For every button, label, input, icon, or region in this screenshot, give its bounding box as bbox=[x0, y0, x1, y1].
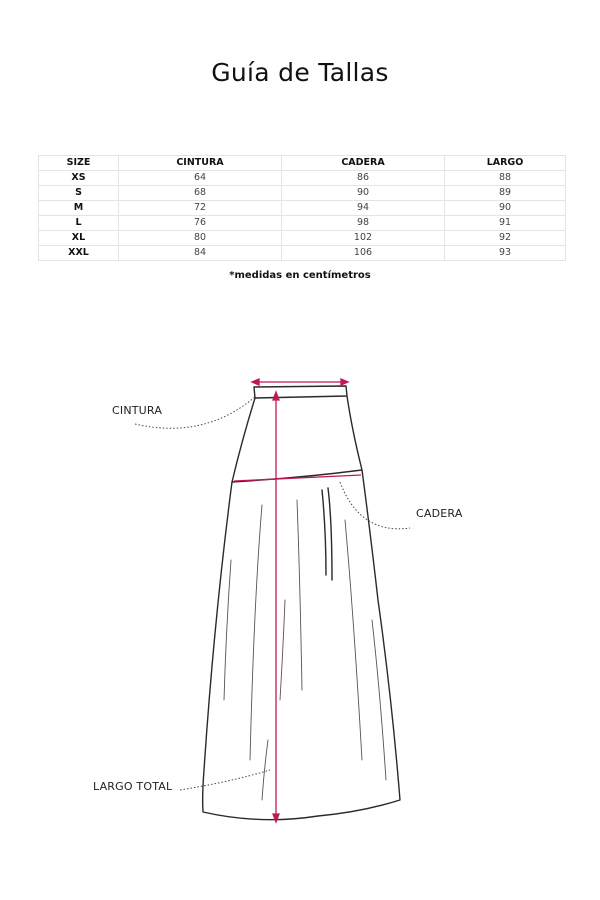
header-length: LARGO bbox=[445, 156, 566, 171]
hip-cell: 90 bbox=[282, 186, 445, 201]
measure-lines bbox=[234, 379, 361, 822]
label-waist: CINTURA bbox=[112, 404, 163, 417]
length-cell: 92 bbox=[445, 231, 566, 246]
length-cell: 89 bbox=[445, 186, 566, 201]
page-title: Guía de Tallas bbox=[211, 58, 389, 87]
skirt-outline bbox=[203, 386, 400, 820]
size-cell: XS bbox=[39, 171, 119, 186]
hip-cell: 86 bbox=[282, 171, 445, 186]
hip-cell: 106 bbox=[282, 246, 445, 261]
length-cell: 91 bbox=[445, 216, 566, 231]
waist-cell: 64 bbox=[119, 171, 282, 186]
header-size: SIZE bbox=[39, 156, 119, 171]
size-cell: L bbox=[39, 216, 119, 231]
size-cell: M bbox=[39, 201, 119, 216]
label-hip: CADERA bbox=[416, 507, 463, 520]
length-cell: 93 bbox=[445, 246, 566, 261]
leader-lines bbox=[135, 396, 410, 790]
front-slit bbox=[328, 488, 332, 580]
measurement-note: *medidas en centímetros bbox=[229, 270, 371, 281]
waist-cell: 80 bbox=[119, 231, 282, 246]
label-length: LARGO TOTAL bbox=[93, 780, 173, 793]
waist-cell: 76 bbox=[119, 216, 282, 231]
waistband bbox=[254, 386, 347, 398]
waist-cell: 68 bbox=[119, 186, 282, 201]
size-cell: XXL bbox=[39, 246, 119, 261]
length-cell: 90 bbox=[445, 201, 566, 216]
waist-cell: 72 bbox=[119, 201, 282, 216]
hip-yoke bbox=[232, 396, 362, 482]
hip-cell: 98 bbox=[282, 216, 445, 231]
waist-cell: 84 bbox=[119, 246, 282, 261]
length-cell: 88 bbox=[445, 171, 566, 186]
header-hip: CADERA bbox=[282, 156, 445, 171]
hip-cell: 94 bbox=[282, 201, 445, 216]
size-cell: S bbox=[39, 186, 119, 201]
fold-lines bbox=[224, 500, 386, 800]
slit-overlap bbox=[322, 490, 326, 575]
hip-cell: 102 bbox=[282, 231, 445, 246]
header-waist: CINTURA bbox=[119, 156, 282, 171]
size-cell: XL bbox=[39, 231, 119, 246]
